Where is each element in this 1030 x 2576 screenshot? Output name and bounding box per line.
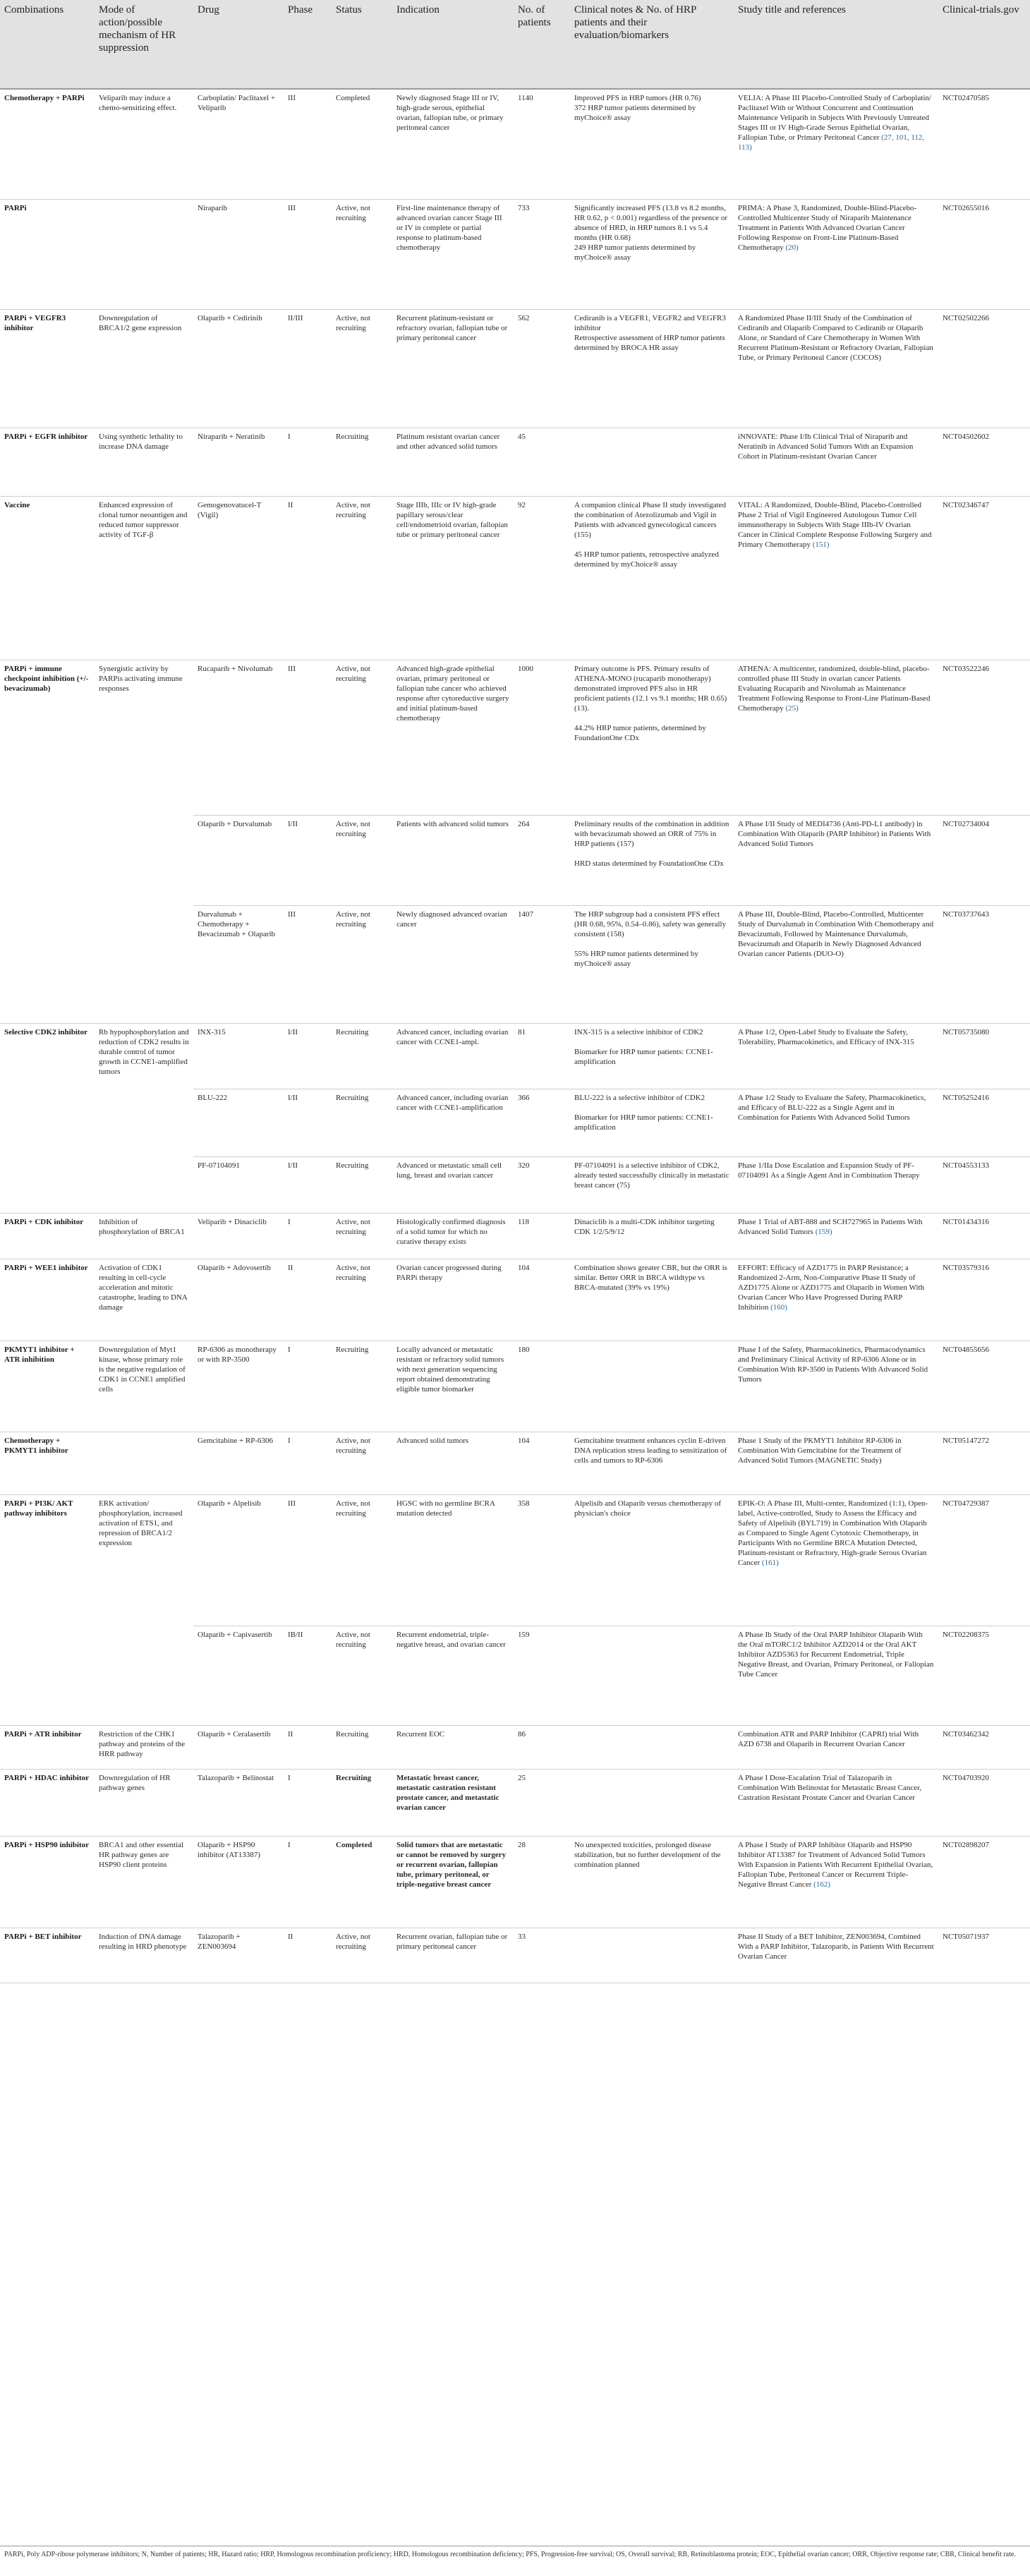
reference-link[interactable]: (25) — [785, 703, 799, 713]
table-row — [0, 428, 1030, 496]
indication-cell: Ovarian cancer progressed during PARPi therapy — [392, 1259, 514, 1341]
col-header-nct: Clinical-trials.gov — [938, 0, 1030, 89]
nct-cell: NCT04703920 — [938, 1769, 1030, 1836]
table-row — [0, 1769, 1030, 1836]
indication-cell: Stage IIIb, IIIc or IV high-grade papillary serous/clear cell/endometrioid ovarian, fallopian tube or primary peritoneal cancer — [392, 496, 514, 660]
notes-cell — [570, 1626, 734, 1725]
notes-cell — [570, 815, 734, 905]
status-cell: Active, not recruiting — [332, 1626, 392, 1725]
patients-cell: 1140 — [514, 89, 570, 199]
status-cell: Recruiting — [332, 1089, 392, 1156]
notes-text: INX-315 is a selective inhibitor of CDK2 — [574, 1027, 703, 1036]
notes-text: A companion clinical Phase II study investigated the combination of Atezolizumab and Vigil in Patients with advanced gynecological cancers (155) — [574, 500, 727, 539]
notes-cell — [570, 1156, 734, 1213]
indication-cell: First-line maintenance therapy of advanced ovarian cancer Stage III or IV in complete or partial response to platinum-based chemotherapy — [392, 199, 514, 309]
study-cell — [734, 1626, 938, 1725]
study-cell — [734, 1725, 938, 1769]
mode-cell: Veliparib may induce a chemo-sensitizing effect. — [95, 89, 193, 199]
study-cell — [734, 1259, 938, 1341]
notes-biomarker-text: HRD status determined by FoundationOne CDx — [574, 859, 724, 868]
table-footnote: PARPi, Poly ADP-ribose polymerase inhibitors; N, Number of patients; HR, Hazard ratio; HRP, Homologous recombination proficiency; HRD, Homologous recombination deficiency; PFS, Progression-free survival; OS, Overall survival; RB, Retinoblastoma protein; EOC, Epithelial ovarian cancer; ORR, Objective response rate; CBR, Clinical benefit rate. — [4, 2551, 1016, 2558]
notes-cell — [570, 1089, 734, 1156]
study-cell — [734, 1089, 938, 1156]
phase-cell: I — [284, 1836, 332, 1928]
phase-cell: I — [284, 1213, 332, 1259]
notes-cell — [570, 905, 734, 1023]
mode-cell: BRCA1 and other essential HR pathway genes are HSP90 client proteins — [95, 1836, 193, 1928]
drug-cell: Olaparib + Ceralasertib — [193, 1725, 284, 1769]
reference-link[interactable]: (159) — [815, 1227, 832, 1236]
drug-cell: Niraparib — [193, 199, 284, 309]
table-row — [0, 1494, 1030, 1626]
patients-cell: 25 — [514, 1769, 570, 1836]
table-row — [0, 1259, 1030, 1341]
drug-cell: Talazoparib + ZEN003694 — [193, 1928, 284, 1983]
nct-cell: NCT02346747 — [938, 496, 1030, 660]
notes-text: Cediranib is a VEGFR1, VEGFR2 and VEGFR3 inhibitor — [574, 313, 726, 332]
table-row — [0, 199, 1030, 309]
study-title: A Phase 1/2 Study to Evaluate the Safety, Pharmacokinetics, and Efficacy of BLU-222 as a Single Agent and in Combination for Patients With Advanced Solid Tumors — [738, 1093, 926, 1122]
reference-link[interactable]: (20) — [785, 243, 799, 252]
nct-cell: NCT05147272 — [938, 1432, 1030, 1494]
indication-cell: Recurrent endometrial, triple-negative breast, and ovarian cancer — [392, 1626, 514, 1725]
study-cell — [734, 1213, 938, 1259]
notes-biomarker-text: 372 HRP tumor patients determined by myChoice® assay — [574, 104, 696, 122]
table-row — [0, 309, 1030, 428]
notes-text: Alpelisib and Olaparib versus chemotherapy of physician's choice — [574, 1499, 722, 1518]
notes-text: Gemcitabine treatment enhances cyclin E-driven DNA replication stress leading to sensitization of cells and tumors to RP-6306 — [574, 1436, 727, 1465]
notes-text: BLU-222 is a selective inhibitor of CDK2 — [574, 1093, 705, 1102]
notes-biomarker-text: Retrospective assessment of HRP tumor patients determined by BROCA HR assay — [574, 333, 725, 352]
col-header-study: Study title and references — [734, 0, 938, 89]
notes-biomarker-text: 45 HRP tumor patients, retrospective analyzed determined by myChoice® assay — [574, 550, 719, 569]
nct-cell: NCT05735080 — [938, 1023, 1030, 1089]
study-cell — [734, 1836, 938, 1928]
phase-cell: III — [284, 660, 332, 815]
phase-cell: I — [284, 428, 332, 496]
reference-link[interactable]: (162) — [813, 1880, 831, 1889]
drug-cell: RP-6306 as monotherapy or with RP-3500 — [193, 1341, 284, 1432]
phase-cell: I/II — [284, 1156, 332, 1213]
study-cell — [734, 1494, 938, 1626]
study-cell — [734, 660, 938, 815]
notes-cell — [570, 1432, 734, 1494]
nct-cell: NCT05252416 — [938, 1089, 1030, 1156]
mode-cell: Synergistic activity by PARPis activating immune responses — [95, 660, 193, 1023]
phase-cell: IB/II — [284, 1626, 332, 1725]
status-cell: Recruiting — [332, 1156, 392, 1213]
col-header-patients: No. of patients — [514, 0, 570, 89]
patients-cell: 118 — [514, 1213, 570, 1259]
indication-cell: Solid tumors that are metastatic or cannot be removed by surgery or recurrent ovarian, fallopian tube, primary peritoneal, or triple-negative breast cancer — [392, 1836, 514, 1928]
patients-cell: 81 — [514, 1023, 570, 1089]
indication-cell: Advanced or metastatic small cell lung, breast and ovarian cancer — [392, 1156, 514, 1213]
notes-biomarker-text: 249 HRP tumor patients determined by myChoice® assay — [574, 243, 696, 262]
table-row — [0, 660, 1030, 815]
table-row — [0, 1341, 1030, 1432]
phase-cell: II/III — [284, 309, 332, 428]
notes-cell — [570, 1023, 734, 1089]
study-title: ATHENA: A multicenter, randomized, double-blind, placebo-controlled phase III Study in ovarian cancer Patients Evaluating Rucaparib and Nivolumab as Maintenance Treatment Following Response to Front-Line Platinum-Based Chemotherapy — [738, 664, 931, 713]
reference-link[interactable]: (27, 101, 112, 113) — [738, 133, 925, 152]
drug-cell: Rucaparib + Nivolumab — [193, 660, 284, 815]
phase-cell: I/II — [284, 1023, 332, 1089]
notes-text: Preliminary results of the combination in addition with bevacizumab showed an ORR of 75% in HRP patients (157) — [574, 819, 729, 848]
notes-cell — [570, 1213, 734, 1259]
combination-cell: PARPi + ATR inhibitor — [0, 1725, 95, 1769]
nct-cell: NCT02208375 — [938, 1626, 1030, 1725]
mode-cell: Downregulation of BRCA1/2 gene expression — [95, 309, 193, 428]
combination-cell: Chemotherapy + PKMYT1 inhibitor — [0, 1432, 95, 1494]
patients-cell: 1407 — [514, 905, 570, 1023]
col-header-phase: Phase — [284, 0, 332, 89]
study-title: Phase 1/IIa Dose Escalation and Expansion Study of PF-07104091 As a Single Agent And in Combination Therapy — [738, 1161, 920, 1180]
patients-cell: 28 — [514, 1836, 570, 1928]
notes-text: The HRP subgroup had a consistent PFS effect (HR 0.68, 95%, 0.54–0.86), safety was generally consistent (158) — [574, 909, 727, 938]
reference-link[interactable]: (160) — [770, 1302, 787, 1312]
status-cell: Active, not recruiting — [332, 1259, 392, 1341]
mode-cell: Rb hypophosphorylation and reduction of CDK2 results in durable control of tumor growth in CCNE1-amplified tumors — [95, 1023, 193, 1213]
notes-cell — [570, 1341, 734, 1432]
indication-cell: Histologically confirmed diagnosis of a solid tumor for which no curative therapy exists — [392, 1213, 514, 1259]
phase-cell: I — [284, 1341, 332, 1432]
nct-cell: NCT01434316 — [938, 1213, 1030, 1259]
indication-cell: Advanced high-grade epithelial ovarian, primary peritoneal or fallopian tube cancer who achieved response after cytoreductive surgery and initial platinum-based chemotherapy — [392, 660, 514, 815]
study-cell — [734, 815, 938, 905]
study-cell — [734, 89, 938, 199]
mode-cell: Downregulation of HR pathway genes — [95, 1769, 193, 1836]
study-cell — [734, 428, 938, 496]
study-title: VELIA: A Phase III Placebo-Controlled Study of Carboplatin/ Paclitaxel With or Without Concurrent and Continuation Maintenance Veliparib in Subjects With Previously Untreated Stages III or IV High-Grade Serous Epithelial Ovarian, Fallopian Tube, or Primary Peritoneal Cancer — [738, 94, 932, 142]
notes-biomarker-text: 44.2% HRP tumor patients, determined by FoundationOne CDx — [574, 723, 706, 742]
col-header-notes: Clinical notes & No. of HRP patients and their evaluation/biomarkers — [570, 0, 734, 89]
patients-cell: 358 — [514, 1494, 570, 1626]
study-cell — [734, 1432, 938, 1494]
status-cell: Active, not recruiting — [332, 1213, 392, 1259]
nct-cell: NCT02898207 — [938, 1836, 1030, 1928]
notes-text: No unexpected toxicities, prolonged disease stabilization, but no further development of the combination planned — [574, 1840, 721, 1869]
study-title: A Phase I Study of PARP Inhibitor Olaparib and HSP90 Inhibitor AT13387 for Treatment of Advanced Solid Tumors With Expansion in Patients With Recurrent Epithelial Ovarian, Fallopian Tube, Peritoneal Cancer or Recurrent Triple-Negative Breast Cancer — [738, 1840, 933, 1889]
notes-text: Combination shows greater CBR, but the ORR is similar. Better ORR in BRCA wildtype vs BRCA-mutated (39% vs 19%) — [574, 1263, 727, 1292]
phase-cell: II — [284, 1928, 332, 1983]
phase-cell: I — [284, 1769, 332, 1836]
patients-cell: 562 — [514, 309, 570, 428]
combination-cell: PARPi + WEE1 inhibitor — [0, 1259, 95, 1341]
mode-cell: ERK activation/ phosphorylation, increased activation of ETS1, and repression of BRCA1/2 expression — [95, 1494, 193, 1725]
reference-link[interactable]: (151) — [812, 540, 830, 549]
study-cell — [734, 1156, 938, 1213]
status-cell: Completed — [332, 89, 392, 199]
status-cell: Completed — [332, 1836, 392, 1928]
drug-cell: Olaparib + Capivasertib — [193, 1626, 284, 1725]
combination-cell: PKMYT1 inhibitor + ATR inhibition — [0, 1341, 95, 1432]
mode-cell: Enhanced expression of clonal tumor neoantigen and reduced tumor suppressor activity of TGF-β — [95, 496, 193, 660]
study-cell — [734, 496, 938, 660]
notes-cell — [570, 428, 734, 496]
patients-cell: 104 — [514, 1432, 570, 1494]
combination-cell: Selective CDK2 inhibitor — [0, 1023, 95, 1213]
col-header-drug: Drug — [193, 0, 284, 89]
status-cell: Active, not recruiting — [332, 309, 392, 428]
drug-cell: Durvalumab + Chemotherapy + Bevacizumab + Olaparib — [193, 905, 284, 1023]
phase-cell: II — [284, 1725, 332, 1769]
combination-cell: PARPi + immune checkpoint inhibition (+/- bevacizumab) — [0, 660, 95, 1023]
combination-cell: Vaccine — [0, 496, 95, 660]
notes-cell — [570, 660, 734, 815]
patients-cell: 45 — [514, 428, 570, 496]
patients-cell: 33 — [514, 1928, 570, 1983]
combination-cell: PARPi + VEGFR3 inhibitor — [0, 309, 95, 428]
status-cell: Active, not recruiting — [332, 496, 392, 660]
notes-text: PF-07104091 is a selective inhibitor of CDK2, already tested successfully clinically in metastatic breast cancer (75) — [574, 1161, 729, 1190]
combination-cell: PARPi + CDK inhibitor — [0, 1213, 95, 1259]
patients-cell: 86 — [514, 1725, 570, 1769]
notes-text: Dinaciclib is a multi-CDK inhibitor targeting CDK 1/2/5/9/12 — [574, 1217, 715, 1236]
nct-cell: NCT04855656 — [938, 1341, 1030, 1432]
drug-cell: Gemogenovatucel-T (Vigil) — [193, 496, 284, 660]
mode-cell: Inhibition of phosphorylation of BRCA1 — [95, 1213, 193, 1259]
phase-cell: III — [284, 89, 332, 199]
phase-cell: III — [284, 199, 332, 309]
col-header-indication: Indication — [392, 0, 514, 89]
nct-cell: NCT02470585 — [938, 89, 1030, 199]
table-row — [0, 1213, 1030, 1259]
drug-cell: Olaparib + Durvalumab — [193, 815, 284, 905]
nct-cell: NCT04729387 — [938, 1494, 1030, 1626]
status-cell: Recruiting — [332, 428, 392, 496]
study-cell — [734, 309, 938, 428]
nct-cell: NCT02502266 — [938, 309, 1030, 428]
phase-cell: I/II — [284, 815, 332, 905]
phase-cell: II — [284, 496, 332, 660]
nct-cell: NCT02655016 — [938, 199, 1030, 309]
study-title: A Phase 1/2, Open-Label Study to Evaluate the Safety, Tolerability, Pharmacokinetics, and Efficacy of INX-315 — [738, 1027, 914, 1046]
study-title: A Phase III, Double-Blind, Placebo-Controlled, Multicenter Study of Durvalumab in Combination With Chemotherapy and Bevacizumab, Followed by Maintenance Durvalumab, Bevacizumab and Olaparib in Newly Diagnosed Advanced Ovarian cancer Patients (DUO-O) — [738, 909, 934, 958]
study-title: EFFORT: Efficacy of AZD1775 in PARP Resistance; a Randomized 2-Arm, Non-Comparative Phase II Study of AZD1775 Alone or AZD1775 and Olaparib in Women With Ovarian Cancer Who Have Progressed During PARP Inhibition — [738, 1263, 925, 1312]
study-cell — [734, 199, 938, 309]
phase-cell: I — [284, 1432, 332, 1494]
drug-cell: PF-07104091 — [193, 1156, 284, 1213]
patients-cell: 180 — [514, 1341, 570, 1432]
drug-cell: Olaparib + Adovosertib — [193, 1259, 284, 1341]
table-row — [0, 1725, 1030, 1769]
indication-cell: Advanced cancer, including ovarian cancer with CCNE1-ampl. — [392, 1023, 514, 1089]
study-title: Phase II Study of a BET Inhibitor, ZEN003694, Combined With a PARP Inhibitor, Talazoparib, in Patients With Recurrent Ovarian Cancer — [738, 1932, 934, 1961]
nct-cell: NCT03579316 — [938, 1259, 1030, 1341]
table-row — [0, 1023, 1030, 1089]
study-title: Phase 1 Trial of ABT-888 and SCH727965 in Patients With Advanced Solid Tumors — [738, 1217, 923, 1236]
combination-cell: PARPi + PI3K/ AKT pathway inhibitors — [0, 1494, 95, 1725]
study-title: PRIMA: A Phase 3, Randomized, Double-Blind-Placebo-Controlled Multicenter Study of Niraparib Maintenance Treatment in Patients With Advanced Ovarian Cancer Following Response on Front-Line Platinum-Based Chemotherapy — [738, 203, 917, 252]
mode-cell: Downregulation of Myt1 kinase, whose primary role is the negative regulation of CDK1 in CCNE1 amplified cells — [95, 1341, 193, 1432]
table-row — [0, 89, 1030, 199]
nct-cell: NCT04502602 — [938, 428, 1030, 496]
patients-cell: 1000 — [514, 660, 570, 815]
table-row — [0, 1928, 1030, 1983]
study-title: Phase 1 Study of the PKMYT1 Inhibitor RP-6306 in Combination With Gemcitabine for the Treatment of Advanced Solid Tumors (MAGNETIC Study) — [738, 1436, 902, 1465]
phase-cell: III — [284, 905, 332, 1023]
combination-cell: PARPi + HSP90 inhibitor — [0, 1836, 95, 1928]
indication-cell: Recurrent platinum-resistant or refractory ovarian, fallopian tube or primary peritoneal cancer — [392, 309, 514, 428]
notes-cell — [570, 496, 734, 660]
study-cell — [734, 1023, 938, 1089]
header-row — [0, 0, 1030, 89]
status-cell: Active, not recruiting — [332, 1494, 392, 1626]
mode-cell — [95, 1432, 193, 1494]
indication-cell: Recurrent ovarian, fallopian tube or primary peritoneal cancer — [392, 1928, 514, 1983]
col-header-status: Status — [332, 0, 392, 89]
mode-cell: Activation of CDK1 resulting in cell-cycle acceleration and mitotic catastrophe, leading to DNA damage — [95, 1259, 193, 1341]
nct-cell: NCT03737643 — [938, 905, 1030, 1023]
drug-cell: Gemcitabine + RP-6306 — [193, 1432, 284, 1494]
notes-cell — [570, 199, 734, 309]
status-cell: Recruiting — [332, 1769, 392, 1836]
status-cell: Active, not recruiting — [332, 660, 392, 815]
mode-cell — [95, 199, 193, 309]
notes-text: Primary outcome is PFS. Primary results of ATHENA-MONO (rucaparib monotherapy) demonstrated improved PFS also in HR proficient patients (12.1 vs 9.1 months; HR 0.65) (13). — [574, 664, 727, 713]
drug-cell: BLU-222 — [193, 1089, 284, 1156]
indication-cell: Advanced cancer, including ovarian cancer with CCNE1-amplification — [392, 1089, 514, 1156]
notes-cell — [570, 309, 734, 428]
status-cell: Active, not recruiting — [332, 905, 392, 1023]
indication-cell: Recurrent EOC — [392, 1725, 514, 1769]
combination-cell: PARPi — [0, 199, 95, 309]
study-cell — [734, 905, 938, 1023]
table-row — [0, 1432, 1030, 1494]
drug-cell: Veliparib + Dinaciclib — [193, 1213, 284, 1259]
combination-cell: PARPi + EGFR inhibitor — [0, 428, 95, 496]
drug-cell: Talazoparib + Belinostat — [193, 1769, 284, 1836]
notes-biomarker-text: 55% HRP tumor patients determined by myChoice® assay — [574, 949, 698, 968]
col-header-mode: Mode of action/possible mechanism of HR suppression — [95, 0, 193, 89]
phase-cell: III — [284, 1494, 332, 1626]
status-cell: Recruiting — [332, 1023, 392, 1089]
notes-biomarker-text: Biomarker for HRP tumor patients: CCNE1-amplification — [574, 1113, 713, 1132]
table-row — [0, 496, 1030, 660]
indication-cell: HGSC with no germline BCRA mutation detected — [392, 1494, 514, 1626]
patients-cell: 104 — [514, 1259, 570, 1341]
patients-cell: 159 — [514, 1626, 570, 1725]
status-cell: Active, not recruiting — [332, 815, 392, 905]
mode-cell: Induction of DNA damage resulting in HRD phenotype — [95, 1928, 193, 1983]
notes-biomarker-text: Biomarker for HRP tumor patients: CCNE1-amplification — [574, 1047, 713, 1066]
indication-cell: Metastatic breast cancer, metastatic castration resistant prostate cancer, and metastatic ovarian cancer — [392, 1769, 514, 1836]
study-title: Phase I of the Safety, Pharmacokinetics, Pharmacodynamics and Preliminary Clinical Activity of RP-6306 Alone or in Combination With RP-3500 in Patients With Advanced Solid Tumors — [738, 1345, 928, 1384]
indication-cell: Locally advanced or metastatic resistant or refractory solid tumors with next generation sequencing report obtained demonstrating eligible tumor biomarker — [392, 1341, 514, 1432]
notes-cell — [570, 1769, 734, 1836]
patients-cell: 264 — [514, 815, 570, 905]
indication-cell: Newly diagnosed advanced ovarian cancer — [392, 905, 514, 1023]
combination-cell: PARPi + BET inhibitor — [0, 1928, 95, 1983]
study-title: A Phase Ib Study of the Oral PARP Inhibitor Olaparib With the Oral mTORC1/2 Inhibitor AZD2014 or the Oral AKT Inhibitor AZD5363 for Recurrent Endometrial, Triple Negative Breast, and Ovarian, Primary Peritoneal, or Fallopian Tube Cancer — [738, 1630, 934, 1679]
patients-cell: 320 — [514, 1156, 570, 1213]
drug-cell: Olaparib + Cedirinib — [193, 309, 284, 428]
study-title: VITAL: A Randomized, Double-Blind, Placebo-Controlled Phase 2 Trial of Vigil Engineered Autologous Tumor Cell immunotherapy in Subjects With Stage IIIb-IV Ovarian Cancer in Clinical Complete Response Following Surgery and Primary Chemotherapy — [738, 500, 932, 549]
nct-cell: NCT03462342 — [938, 1725, 1030, 1769]
col-header-combinations: Combinations — [0, 0, 95, 89]
study-title: EPIK-O: A Phase III, Multi-center, Randomized (1:1), Open-label, Active-controlled, Study to Assess the Efficacy and Safety of Alpelisib (BYL719) in Combination With Olaparib as Compared to Single Agent Cytotoxic Chemotherapy, in Participants With no Germline BRCA Mutation Detected, Platinum-resistant or Refractory, High-grade Serous Ovarian Cancer — [738, 1499, 928, 1567]
reference-link[interactable]: (161) — [761, 1558, 779, 1567]
notes-cell — [570, 1928, 734, 1983]
study-title: A Phase I/II Study of MEDI4736 (Anti-PD-L1 antibody) in Combination With Olaparib (PARP Inhibitor) in Patients With Advanced Solid Tumors — [738, 819, 931, 848]
nct-cell: NCT05071937 — [938, 1928, 1030, 1983]
drug-cell: Olaparib + Alpelisib — [193, 1494, 284, 1626]
notes-cell — [570, 1494, 734, 1626]
study-title: A Phase I Dose-Escalation Trial of Talazoparib in Combination With Belinostat for Metastatic Breast Cancer, Castration Resistant Prostate Cancer and Ovarian Cancer — [738, 1773, 922, 1802]
indication-cell: Platinum resistant ovarian cancer and other advanced solid tumors — [392, 428, 514, 496]
notes-cell — [570, 89, 734, 199]
combination-cell: PARPi + HDAC inhibitor — [0, 1769, 95, 1836]
mode-cell: Using synthetic lethality to increase DNA damage — [95, 428, 193, 496]
study-cell — [734, 1341, 938, 1432]
patients-cell: 366 — [514, 1089, 570, 1156]
nct-cell: NCT02734004 — [938, 815, 1030, 905]
drug-cell: Olaparib + HSP90 inhibitor (AT13387) — [193, 1836, 284, 1928]
drug-cell: INX-315 — [193, 1023, 284, 1089]
phase-cell: I/II — [284, 1089, 332, 1156]
notes-text: Improved PFS in HRP tumors (HR 0.76) — [574, 94, 701, 102]
combination-cell: Chemotherapy + PARPi — [0, 89, 95, 199]
drug-cell: Carboplatin/ Paclitaxel + Veliparib — [193, 89, 284, 199]
indication-cell: Newly diagnosed Stage III or IV, high-grade serous, epithelial ovarian, fallopian tube, or primary peritoneal cancer — [392, 89, 514, 199]
notes-cell — [570, 1725, 734, 1769]
drug-cell: Niraparib + Neratinib — [193, 428, 284, 496]
status-cell: Active, not recruiting — [332, 1928, 392, 1983]
status-cell: Active, not recruiting — [332, 1432, 392, 1494]
status-cell: Recruiting — [332, 1341, 392, 1432]
status-cell: Recruiting — [332, 1725, 392, 1769]
study-cell — [734, 1769, 938, 1836]
study-title: iNNOVATE: Phase I/Ib Clinical Trial of Niraparib and Neratinib in Advanced Solid Tumors With an Expansion Cohort in Platinum-resistant Ovarian Cancer — [738, 432, 914, 461]
patients-cell: 92 — [514, 496, 570, 660]
indication-cell: Advanced solid tumors — [392, 1432, 514, 1494]
status-cell: Active, not recruiting — [332, 199, 392, 309]
nct-cell: NCT04553133 — [938, 1156, 1030, 1213]
nct-cell: NCT03522246 — [938, 660, 1030, 815]
indication-cell: Patients with advanced solid tumors — [392, 815, 514, 905]
notes-text: Significantly increased PFS (13.8 vs 8.2 months, HR 0.62, p < 0.001) regardless of the presence or absence of HRD, in HRP tumors 8.1 vs 5.4 months (HR 0.68) — [574, 203, 727, 242]
mode-cell: Restriction of the CHK1 pathway and proteins of the HRR pathway — [95, 1725, 193, 1769]
study-title: A Randomized Phase II/III Study of the Combination of Cediranib and Olaparib Compared to Cediranib or Olaparib Alone, or Standard of Care Chemotherapy in Women With Recurrent Platinum-Resistant or Refractory Ovarian, Fallopian Tube, or Primary Peritoneal Cancer (COCOS) — [738, 313, 933, 362]
notes-cell — [570, 1259, 734, 1341]
study-title: Combination ATR and PARP Inhibitor (CAPRI) trial With AZD 6738 and Olaparib in Recurrent Ovarian Cancer — [738, 1729, 919, 1748]
study-cell — [734, 1928, 938, 1983]
notes-cell — [570, 1836, 734, 1928]
table-row — [0, 1836, 1030, 1928]
patients-cell: 733 — [514, 199, 570, 309]
phase-cell: II — [284, 1259, 332, 1341]
